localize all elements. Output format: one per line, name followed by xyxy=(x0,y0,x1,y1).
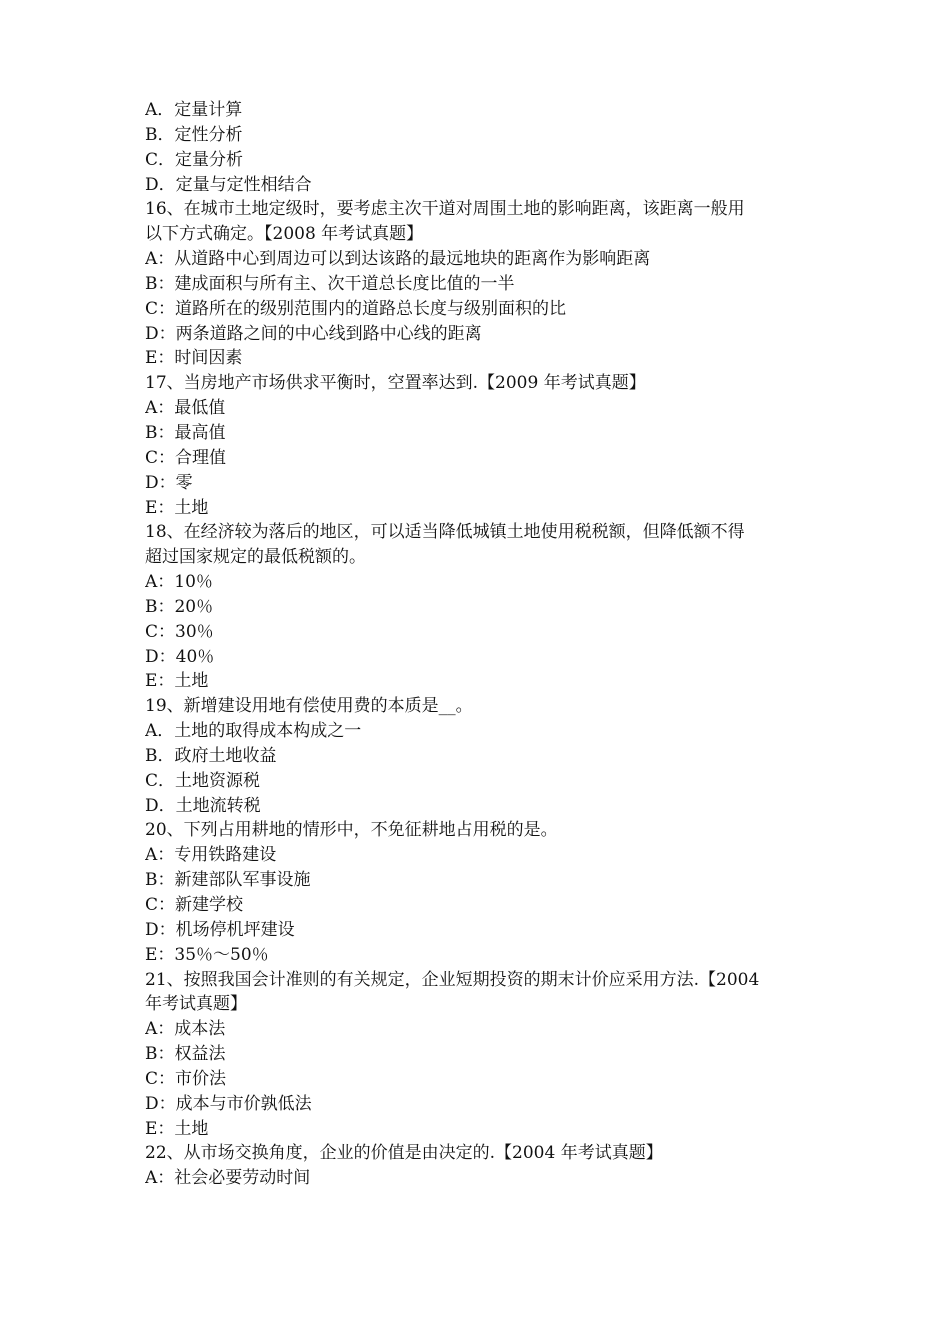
text-line: A：社会必要劳动时间 xyxy=(145,1168,311,1189)
text-line: 21、按照我国会计准则的有关规定，企业短期投资的期末计价应采用方法.【2004 xyxy=(145,969,760,990)
text-line: C：合理值 xyxy=(145,447,227,468)
text-line: D：零 xyxy=(145,472,193,493)
text-line: E：35％～50％ xyxy=(145,944,269,965)
document-body xyxy=(145,98,810,1191)
text-line: B：20％ xyxy=(145,596,214,617)
text-line: 以下方式确定。【2008 年考试真题】 xyxy=(145,224,424,245)
text-line: E：土地 xyxy=(145,1118,209,1139)
text-line: 16、在城市土地定级时，要考虑主次干道对周围土地的影响距离，该距离一般用 xyxy=(145,199,745,220)
text-line: A：从道路中心到周边可以到达该路的最远地块的距离作为影响距离 xyxy=(145,249,651,270)
text-line: A：最低值 xyxy=(145,398,226,419)
text-line: A：10％ xyxy=(145,572,213,593)
text-line: 超过国家规定的最低税额的。 xyxy=(145,547,366,568)
text-line: A．土地的取得成本构成之一 xyxy=(145,721,362,742)
text-line: 19、新增建设用地有偿使用费的本质是__。 xyxy=(145,696,473,717)
text-line: C．定量分析 xyxy=(145,149,244,170)
text-line: C：道路所在的级别范围内的道路总长度与级别面积的比 xyxy=(145,298,567,319)
text-line: D：40％ xyxy=(145,646,215,667)
text-line: B：权益法 xyxy=(145,1044,226,1065)
text-line: C：市价法 xyxy=(145,1068,227,1089)
text-line: D．定量与定性相结合 xyxy=(145,174,312,195)
text-line: B：建成面积与所有主、次干道总长度比值的一半 xyxy=(145,273,515,294)
text-line: 年考试真题】 xyxy=(145,994,247,1015)
text-line: A：专用铁路建设 xyxy=(145,845,277,866)
text-line: D：两条道路之间的中心线到路中心线的距离 xyxy=(145,323,482,344)
text-line: D．土地流转税 xyxy=(145,795,261,816)
text-line: C．土地资源税 xyxy=(145,770,261,791)
text-line: A．定量计算 xyxy=(145,100,243,120)
text-line: D：机场停机坪建设 xyxy=(145,919,295,940)
text-line: B．政府土地收益 xyxy=(145,745,277,766)
text-line: B：最高值 xyxy=(145,422,226,443)
text-line: 17、当房地产市场供求平衡时，空置率达到.【2009 年考试真题】 xyxy=(145,373,646,394)
text-line: B．定性分析 xyxy=(145,124,243,145)
text-line: D：成本与市价孰低法 xyxy=(145,1093,312,1114)
text-line: C：30％ xyxy=(145,621,214,642)
text-line: 18、在经济较为落后的地区，可以适当降低城镇土地使用税税额，但降低额不得 xyxy=(145,522,745,543)
text-line: B：新建部队军事设施 xyxy=(145,870,311,891)
text-line: C：新建学校 xyxy=(145,895,244,915)
text-line: 22、从市场交换角度，企业的价值是由决定的.【2004 年考试真题】 xyxy=(145,1143,663,1164)
text-line: A：成本法 xyxy=(145,1019,226,1040)
text-line: E：时间因素 xyxy=(145,348,243,369)
text-line: E：土地 xyxy=(145,497,209,518)
text-line: E：土地 xyxy=(145,671,209,692)
text-line: 20、下列占用耕地的情形中，不免征耕地占用税的是。 xyxy=(145,820,558,841)
